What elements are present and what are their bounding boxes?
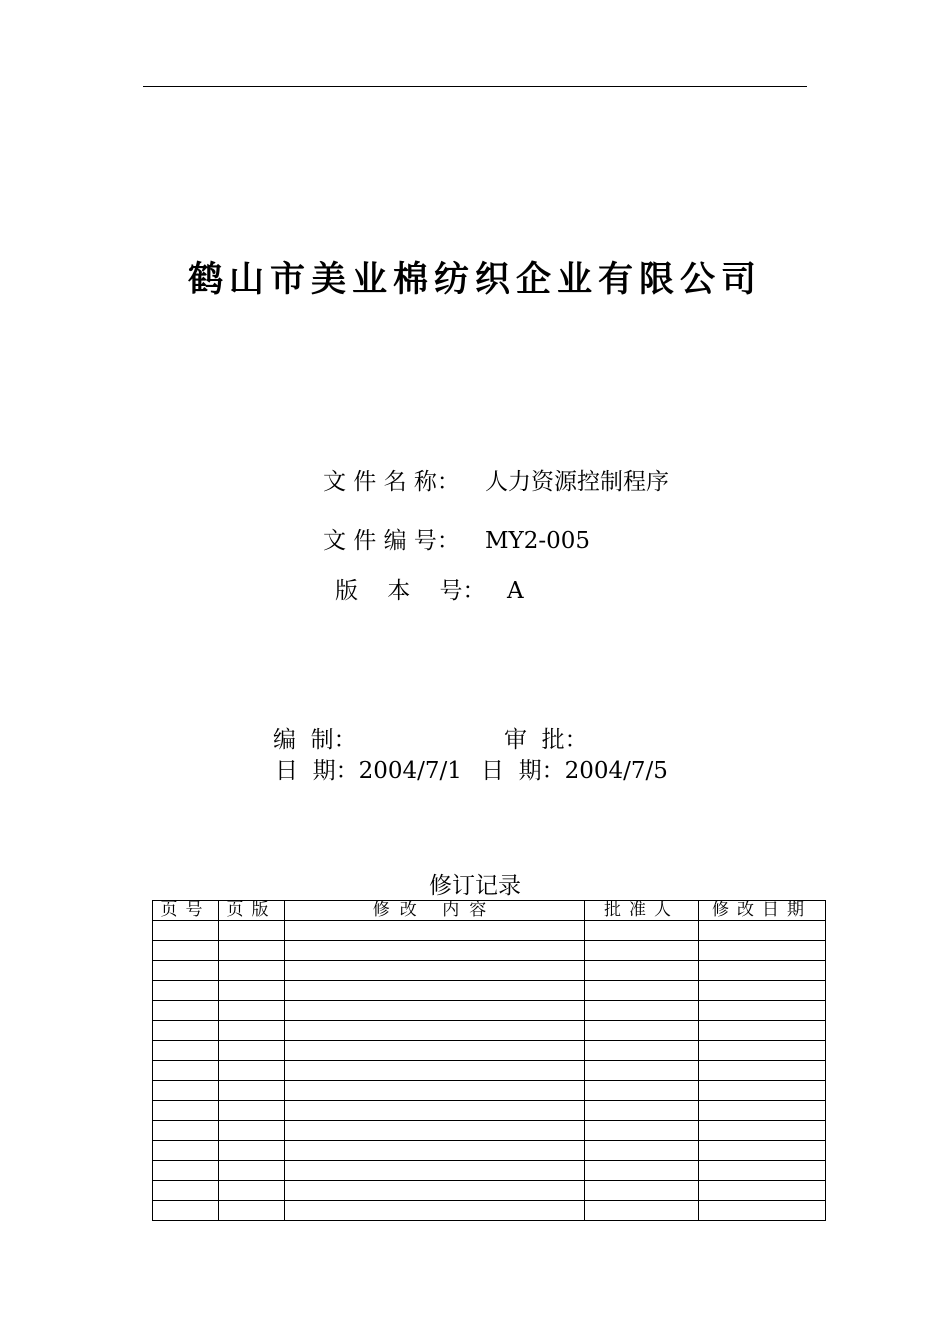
approved-by-label: 审 批：: [504, 727, 588, 753]
table-row: [153, 981, 826, 1001]
table-cell: [219, 1141, 285, 1161]
table-cell: [153, 941, 219, 961]
table-cell: [585, 1201, 699, 1221]
table-cell: [219, 1161, 285, 1181]
table-cell: [219, 1001, 285, 1021]
table-cell: [153, 1101, 219, 1121]
table-cell: [699, 941, 826, 961]
table-cell: [153, 1001, 219, 1021]
document-number-label: 文 件 编 号：: [323, 528, 460, 554]
table-cell: [285, 1021, 585, 1041]
document-number-line: [323, 526, 590, 556]
table-cell: [219, 961, 285, 981]
table-row: [153, 941, 826, 961]
table-cell: [585, 1001, 699, 1021]
revision-record-title: 修订记录: [429, 873, 521, 899]
table-cell: [153, 1081, 219, 1101]
table-cell: [699, 1141, 826, 1161]
table-cell: [585, 921, 699, 941]
header-rule: [143, 86, 807, 87]
table-row: [153, 1201, 826, 1221]
table-cell: [285, 1141, 585, 1161]
table-cell: [699, 1121, 826, 1141]
table-cell: [153, 1181, 219, 1201]
document-version-line: [335, 576, 524, 606]
table-cell: [285, 1081, 585, 1101]
table-cell: [219, 981, 285, 1001]
table-cell: [699, 961, 826, 981]
table-cell: [285, 961, 585, 981]
table-cell: [585, 941, 699, 961]
table-cell: [699, 1001, 826, 1021]
document-name-label: 文 件 名 称：: [323, 469, 460, 495]
table-cell: [153, 1021, 219, 1041]
document-version-label: 版 本 号：: [335, 578, 486, 604]
table-cell: [219, 1061, 285, 1081]
approved-date-line: [481, 756, 668, 786]
revision-table-header-row: [153, 901, 826, 921]
table-cell: [585, 1161, 699, 1181]
table-cell: [219, 941, 285, 961]
table-cell: [219, 1041, 285, 1061]
header-approver: 批准人: [585, 901, 699, 921]
table-cell: [285, 1121, 585, 1141]
prepared-by-label: 编 制：: [273, 727, 357, 753]
table-cell: [219, 921, 285, 941]
table-cell: [285, 1061, 585, 1081]
table-row: [153, 1101, 826, 1121]
document-name-value: 人力资源控制程序: [485, 469, 669, 495]
table-cell: [285, 941, 585, 961]
table-cell: [699, 1201, 826, 1221]
header-revision-content: 修改 内容: [285, 901, 585, 921]
table-cell: [219, 1021, 285, 1041]
table-cell: [153, 961, 219, 981]
table-cell: [585, 1141, 699, 1161]
table-cell: [585, 1041, 699, 1061]
table-cell: [153, 1121, 219, 1141]
document-name-line: [323, 467, 669, 497]
table-row: [153, 1141, 826, 1161]
table-cell: [285, 1101, 585, 1121]
table-cell: [699, 1101, 826, 1121]
document-number-value: MY2-005: [485, 528, 591, 554]
table-cell: [699, 981, 826, 1001]
table-row: [153, 1081, 826, 1101]
table-cell: [699, 1041, 826, 1061]
prepared-date-value: 2004/7/1: [358, 758, 462, 784]
table-cell: [699, 921, 826, 941]
table-cell: [285, 1001, 585, 1021]
table-cell: [153, 1201, 219, 1221]
table-cell: [585, 1081, 699, 1101]
table-cell: [585, 981, 699, 1001]
table-cell: [585, 1101, 699, 1121]
approved-date-value: 2004/7/5: [564, 758, 668, 784]
table-row: [153, 1041, 826, 1061]
prepared-date-line: [275, 756, 462, 786]
table-cell: [285, 1181, 585, 1201]
table-cell: [285, 1161, 585, 1181]
table-cell: [585, 961, 699, 981]
table-cell: [153, 1141, 219, 1161]
table-cell: [153, 981, 219, 1001]
table-cell: [585, 1121, 699, 1141]
table-cell: [153, 1041, 219, 1061]
table-row: [153, 1061, 826, 1081]
table-cell: [219, 1121, 285, 1141]
table-cell: [153, 1061, 219, 1081]
table-row: [153, 1001, 826, 1021]
table-cell: [699, 1081, 826, 1101]
table-cell: [285, 1041, 585, 1061]
prepared-date-label: 日 期：: [275, 758, 359, 784]
table-row: [153, 1021, 826, 1041]
table-cell: [219, 1201, 285, 1221]
table-cell: [219, 1101, 285, 1121]
table-cell: [219, 1081, 285, 1101]
table-row: [153, 1121, 826, 1141]
company-name: 鹤山市美业棉纺织企业有限公司: [187, 260, 762, 300]
table-row: [153, 921, 826, 941]
table-cell: [585, 1181, 699, 1201]
table-cell: [699, 1021, 826, 1041]
table-cell: [285, 1201, 585, 1221]
table-cell: [585, 1021, 699, 1041]
table-row: [153, 961, 826, 981]
table-cell: [699, 1061, 826, 1081]
table-cell: [219, 1181, 285, 1201]
document-version-value: A: [507, 578, 524, 604]
table-cell: [153, 921, 219, 941]
revision-record-table: [152, 900, 826, 1221]
header-revision-date: 修改日期: [699, 901, 826, 921]
revision-table-body: [153, 921, 826, 1221]
table-cell: [699, 1161, 826, 1181]
header-page-version: 页版: [219, 901, 285, 921]
table-cell: [285, 981, 585, 1001]
table-cell: [585, 1061, 699, 1081]
table-cell: [153, 1161, 219, 1181]
table-cell: [699, 1181, 826, 1201]
table-row: [153, 1161, 826, 1181]
header-page-number: 页号: [153, 901, 219, 921]
table-row: [153, 1181, 826, 1201]
table-cell: [285, 921, 585, 941]
approved-date-label: 日 期：: [481, 758, 565, 784]
